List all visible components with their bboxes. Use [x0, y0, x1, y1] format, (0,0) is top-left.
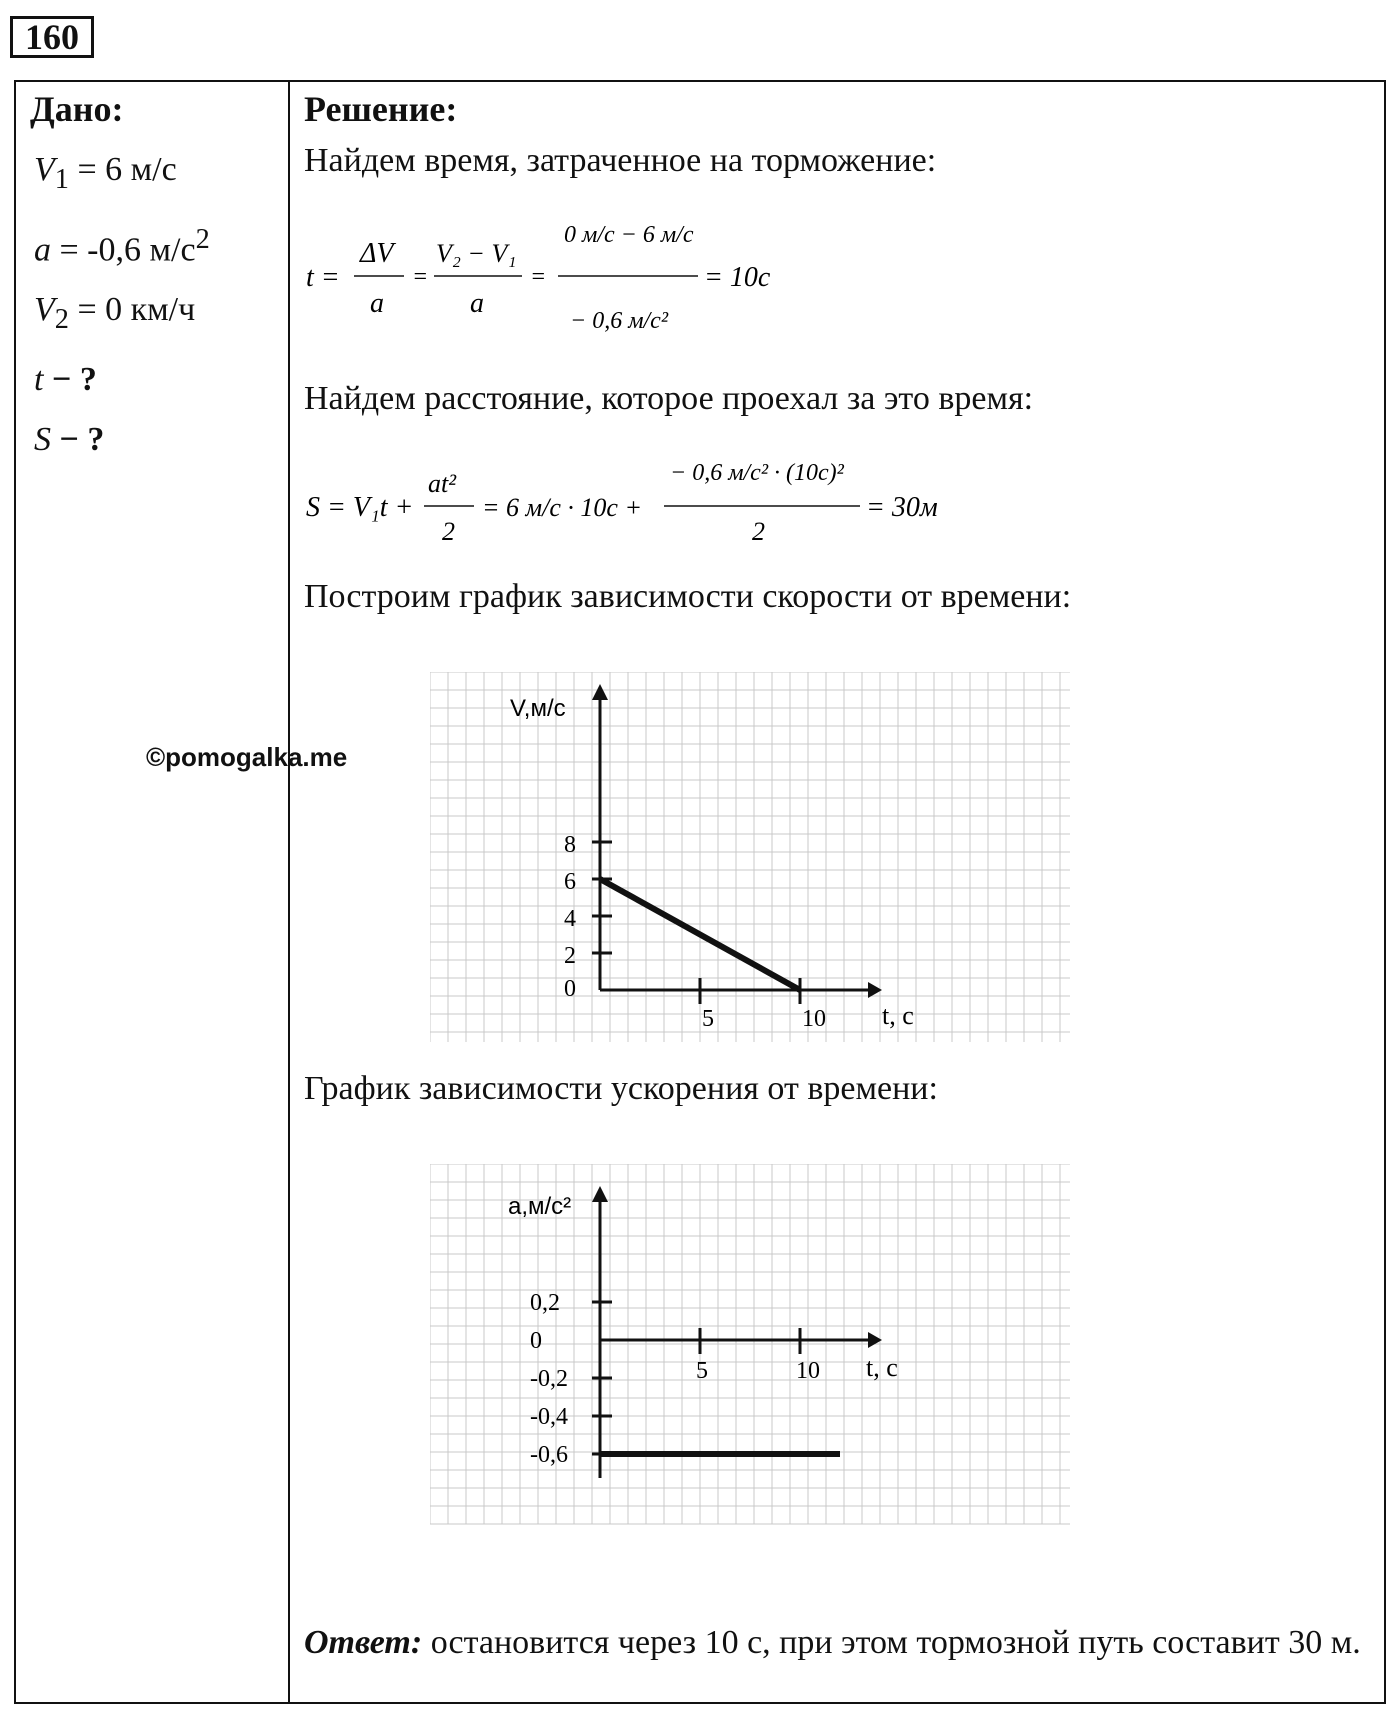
- solution-line-distance: Найдем расстояние, которое проехал за это время:: [304, 380, 1034, 417]
- y-tick-label: 0: [564, 976, 576, 1002]
- x-tick-label: 5: [702, 1006, 714, 1032]
- solution-line-agraph: График зависимости ускорения от времени:: [304, 1070, 938, 1107]
- y-axis-label: a,м/с²: [508, 1193, 572, 1220]
- y-tick-label: 2: [564, 943, 576, 969]
- given-a: a = -0,6 $м/с^2$: [34, 223, 210, 269]
- formula-s-lhs: S = V₁t +: [306, 492, 414, 523]
- x-axis-label: t, с: [866, 1353, 898, 1382]
- solution-line-time: Найдем время, затраченное на торможение:: [304, 142, 937, 179]
- y-tick-label: 6: [564, 869, 576, 895]
- given-v1: $V_1 = 6$ м/с: [34, 151, 177, 195]
- given-v2: $V_2 = 0$ км/ч: [34, 291, 196, 335]
- formula-t-a: a: [370, 288, 384, 319]
- svg-text:a: a: [470, 288, 484, 319]
- svg-text:=: =: [412, 264, 429, 290]
- svg-text:=: =: [530, 264, 547, 290]
- formula-s-result: = 30м: [866, 492, 938, 523]
- formula-s-mid: = 6 м/с · 10с +: [482, 493, 642, 522]
- watermark: ©pomogalka.me: [146, 742, 348, 772]
- x-tick-label: 10: [796, 1358, 820, 1384]
- formula-s-at2: at²: [428, 469, 457, 498]
- formula-t-den: − 0,6 м/с²: [570, 308, 669, 334]
- y-tick-label: 0: [530, 1328, 542, 1354]
- answer-text: остановится через 10 с, при этом тормозной путь составит 30 м.: [422, 1624, 1361, 1661]
- svg-text:2: 2: [442, 517, 455, 546]
- y-tick-label: 0,2: [530, 1290, 560, 1316]
- acceleration-chart: [430, 1164, 1130, 1544]
- y-axis-arrow-icon: [592, 684, 608, 700]
- y-tick-label: 4: [564, 906, 576, 932]
- velocity-chart: [430, 672, 1130, 1072]
- x-axis-label: t, с: [882, 1001, 914, 1030]
- formula-t-v2v1: V₂ − V₁: [436, 239, 517, 268]
- solution-title: Решение:: [304, 89, 458, 129]
- y-tick-label: -0,4: [530, 1404, 568, 1430]
- formula-t-dv: ΔV: [360, 238, 394, 269]
- formula-t-num: 0 м/с − 6 м/с: [564, 222, 694, 248]
- problem-number: 160: [10, 16, 94, 58]
- svg-text:2: 2: [752, 517, 765, 546]
- formula-distance: [300, 440, 1060, 570]
- x-tick-label: 5: [696, 1358, 708, 1384]
- given-list: [34, 140, 210, 470]
- formula-time: [300, 196, 820, 366]
- solution-line-vgraph: Построим график зависимости скорости от времени:: [304, 578, 1072, 615]
- answer: [304, 1622, 1364, 1664]
- y-tick-label: -0,2: [530, 1366, 568, 1392]
- answer-label: Ответ:: [304, 1624, 423, 1661]
- formula-s-num: − 0,6 м/с² · (10с)²: [670, 460, 844, 486]
- formula-t-lhs: t =: [306, 262, 340, 293]
- y-axis-label: V,м/с: [510, 695, 566, 722]
- given-title: Дано:: [30, 89, 124, 129]
- formula-t-result: = 10с: [704, 262, 771, 293]
- column-divider: [288, 80, 290, 1704]
- y-tick-label: 8: [564, 832, 576, 858]
- given-t-question: t − ?: [34, 360, 97, 398]
- x-tick-label: 10: [802, 1006, 826, 1032]
- given-s-question: S − ?: [34, 420, 105, 458]
- y-axis-arrow-icon: [592, 1186, 608, 1202]
- y-tick-label: -0,6: [530, 1442, 568, 1468]
